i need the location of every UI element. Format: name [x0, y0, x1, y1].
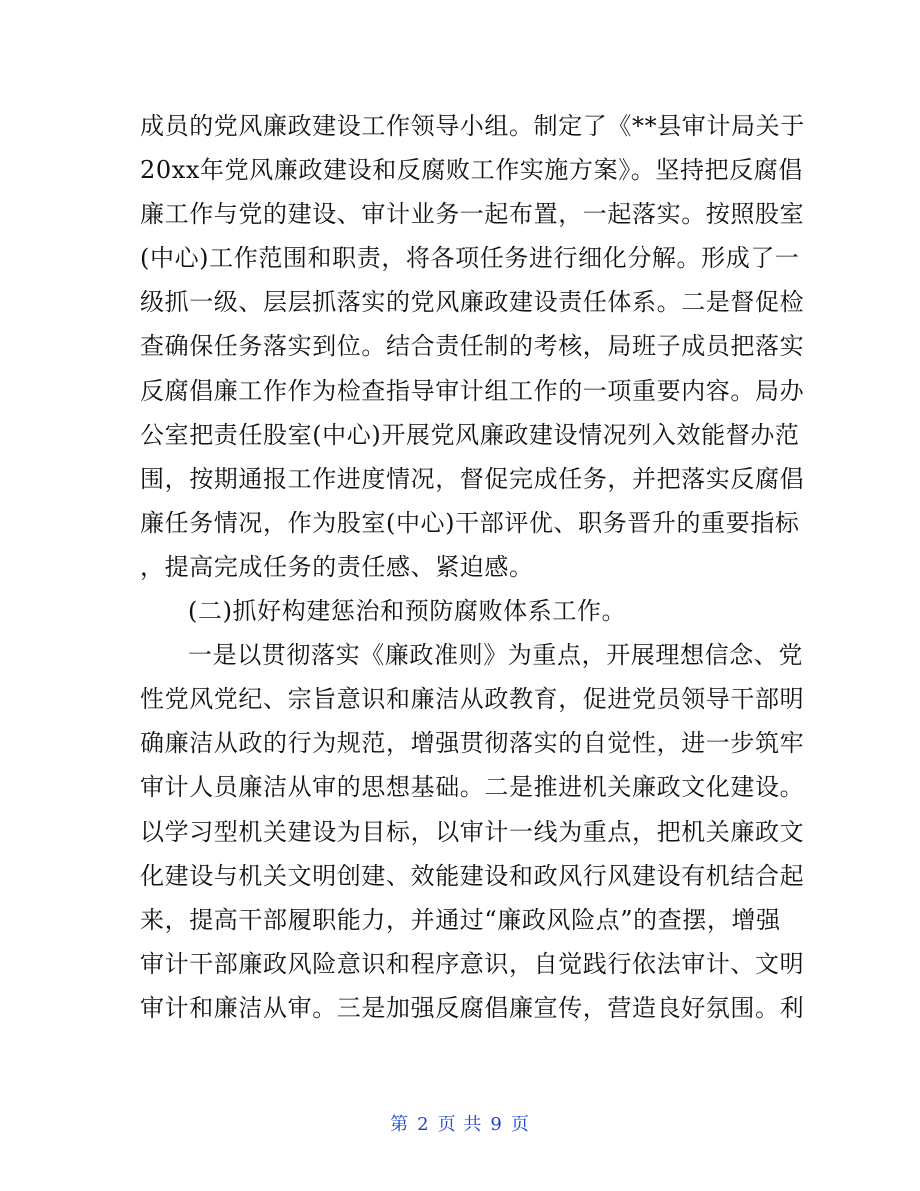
document-body [140, 104, 805, 1030]
footer-page-number: 2 [417, 1114, 430, 1135]
text-line: (二)抓好构建惩治和预防腐败体系工作。 [188, 597, 627, 626]
text-line: 化建设与机关文明创建、效能建设和政风行风建设有机结合起 [140, 861, 805, 890]
footer-prefix: 第 [390, 1114, 410, 1135]
text-line: 廉工作与党的建设、审计业务一起布置，一起落实。按照股室 [140, 200, 805, 229]
text-line: 性党风党纪、宗旨意识和廉洁从政教育，促进党员领导干部明 [140, 685, 805, 714]
text-line: 以学习型机关建设为目标，以审计一线为重点，把机关廉政文 [140, 817, 805, 846]
text-line: 级抓一级、层层抓落实的党风廉政建设责任体系。二是督促检 [140, 288, 805, 317]
text-line: 查确保任务落实到位。结合责任制的考核，局班子成员把落实 [140, 332, 805, 361]
text-line: 一是以贯彻落实《廉政准则》为重点，开展理想信念、党 [188, 641, 803, 670]
text-line: 公室把责任股室(中心)开展党风廉政建设情况列入效能督办范 [140, 420, 800, 449]
text-line: 审计和廉洁从审。三是加强反腐倡廉宣传，营造良好氛围。利 [140, 993, 805, 1022]
text-line: 反腐倡廉工作作为检查指导审计组工作的一项重要内容。局办 [140, 376, 805, 405]
text-line: (中心)工作范围和职责，将各项任务进行细化分解。形成了一 [140, 244, 800, 273]
text-line: 围，按期通报工作进度情况，督促完成任务，并把落实反腐倡 [140, 464, 805, 493]
text-line: ，提高完成任务的责任感、紧迫感。 [140, 552, 534, 581]
text-line: 成员的党风廉政建设工作领导小组。制定了《**县审计局关于 [140, 112, 805, 140]
footer-total-pages: 9 [490, 1114, 503, 1135]
text-line: 审计人员廉洁从审的思想基础。二是推进机关廉政文化建设。 [140, 773, 805, 802]
text-line: 审计干部廉政风险意识和程序意识，自觉践行依法审计、文明 [140, 949, 805, 978]
footer-middle: 页 共 [437, 1114, 483, 1135]
text-line: 廉任务情况，作为股室(中心)干部评优、职务晋升的重要指标 [140, 508, 800, 537]
text-line: 来，提高干部履职能力，并通过“廉政风险点”的查摆，增强 [140, 905, 781, 934]
text-line: 确廉洁从政的行为规范，增强贯彻落实的自觉性，进一步筑牢 [140, 729, 805, 758]
page-footer [0, 1113, 920, 1137]
footer-suffix: 页 [510, 1114, 530, 1135]
text-line: 20xx年党风廉政建设和反腐败工作实施方案》。坚持把反腐倡 [140, 156, 804, 185]
